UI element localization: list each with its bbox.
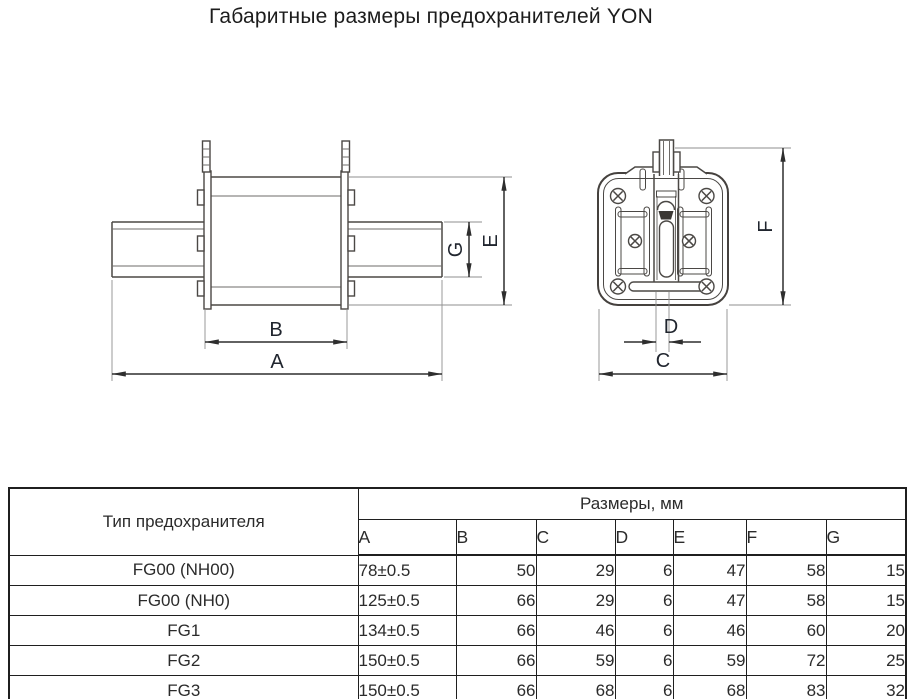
dim-value-cell: 66 <box>456 586 536 616</box>
dim-label-g: G <box>445 241 467 258</box>
dim-value-cell: 29 <box>536 555 615 586</box>
column-header-c: C <box>536 520 615 556</box>
dim-value-cell: 25 <box>826 646 906 676</box>
dim-value-cell: 134±0.5 <box>358 616 456 646</box>
dim-value-cell: 83 <box>746 676 826 699</box>
column-header-d: D <box>615 520 673 556</box>
dim-value-cell: 58 <box>746 586 826 616</box>
dim-value-cell: 66 <box>456 646 536 676</box>
dim-value-cell: 68 <box>536 676 615 699</box>
fuse-type-cell: FG3 <box>9 676 358 699</box>
dim-value-cell: 32 <box>826 676 906 699</box>
dim-value-cell: 59 <box>536 646 615 676</box>
plate-clips <box>198 190 355 296</box>
table-row <box>9 676 906 699</box>
dim-value-cell: 59 <box>673 646 746 676</box>
table-header-type: Тип предохранителя <box>9 488 358 555</box>
column-header-b: B <box>456 520 536 556</box>
page-title: Габаритные размеры предохранителей YON <box>209 5 653 28</box>
fuse-blade <box>653 140 680 176</box>
fuse-type-cell: FG2 <box>9 646 358 676</box>
dimensions-table <box>8 487 907 699</box>
dim-label-d: D <box>663 316 679 338</box>
column-header-g: G <box>826 520 906 556</box>
dim-value-cell: 68 <box>673 676 746 699</box>
dim-value-cell: 60 <box>746 616 826 646</box>
front-view-drawing <box>598 140 791 381</box>
screw-icon <box>611 189 626 204</box>
dim-label-b: B <box>269 319 283 341</box>
grip-lug-left <box>203 141 211 172</box>
column-header-a: A <box>358 520 456 556</box>
table-row <box>9 616 906 646</box>
dim-value-cell: 6 <box>615 586 673 616</box>
dim-value-cell: 20 <box>826 616 906 646</box>
dim-value-cell: 50 <box>456 555 536 586</box>
dim-value-cell: 125±0.5 <box>358 586 456 616</box>
dim-label-e: E <box>480 234 502 248</box>
dim-value-cell: 47 <box>673 586 746 616</box>
dim-value-cell: 6 <box>615 646 673 676</box>
table-row <box>9 646 906 676</box>
dim-label-f: F <box>755 220 777 233</box>
screw-icon <box>699 279 714 294</box>
dim-value-cell: 66 <box>456 616 536 646</box>
dim-value-cell: 58 <box>746 555 826 586</box>
grip-lug-right <box>342 141 350 172</box>
bottom-bar <box>629 282 706 291</box>
dim-value-cell: 6 <box>615 555 673 586</box>
screw-icon <box>611 279 626 294</box>
dim-value-cell: 150±0.5 <box>358 646 456 676</box>
table-header-sizes: Размеры, мм <box>358 488 906 520</box>
screw-icon <box>629 235 642 248</box>
screw-icon <box>683 235 696 248</box>
fuse-type-cell: FG00 (NH0) <box>9 586 358 616</box>
dim-value-cell: 6 <box>615 676 673 699</box>
end-plate-right <box>341 171 348 309</box>
fuse-type-cell: FG1 <box>9 616 358 646</box>
dim-value-cell: 72 <box>746 646 826 676</box>
indicator-window <box>660 221 674 277</box>
dim-value-cell: 15 <box>826 555 906 586</box>
table-row <box>9 555 906 586</box>
dim-value-cell: 6 <box>615 616 673 646</box>
dim-value-cell: 150±0.5 <box>358 676 456 699</box>
dim-value-cell: 46 <box>673 616 746 646</box>
dim-value-cell: 29 <box>536 586 615 616</box>
dim-value-cell: 46 <box>536 616 615 646</box>
dim-value-cell: 15 <box>826 586 906 616</box>
screw-icon <box>699 189 714 204</box>
dim-value-cell: 66 <box>456 676 536 699</box>
end-plate-left <box>204 171 211 309</box>
column-header-e: E <box>673 520 746 556</box>
dim-label-c: C <box>655 350 671 372</box>
side-view-drawing <box>112 141 512 381</box>
column-header-f: F <box>746 520 826 556</box>
fuse-type-cell: FG00 (NH00) <box>9 555 358 586</box>
dim-value-cell: 47 <box>673 555 746 586</box>
table-row <box>9 586 906 616</box>
dim-label-a: A <box>270 351 284 373</box>
dim-value-cell: 78±0.5 <box>358 555 456 586</box>
